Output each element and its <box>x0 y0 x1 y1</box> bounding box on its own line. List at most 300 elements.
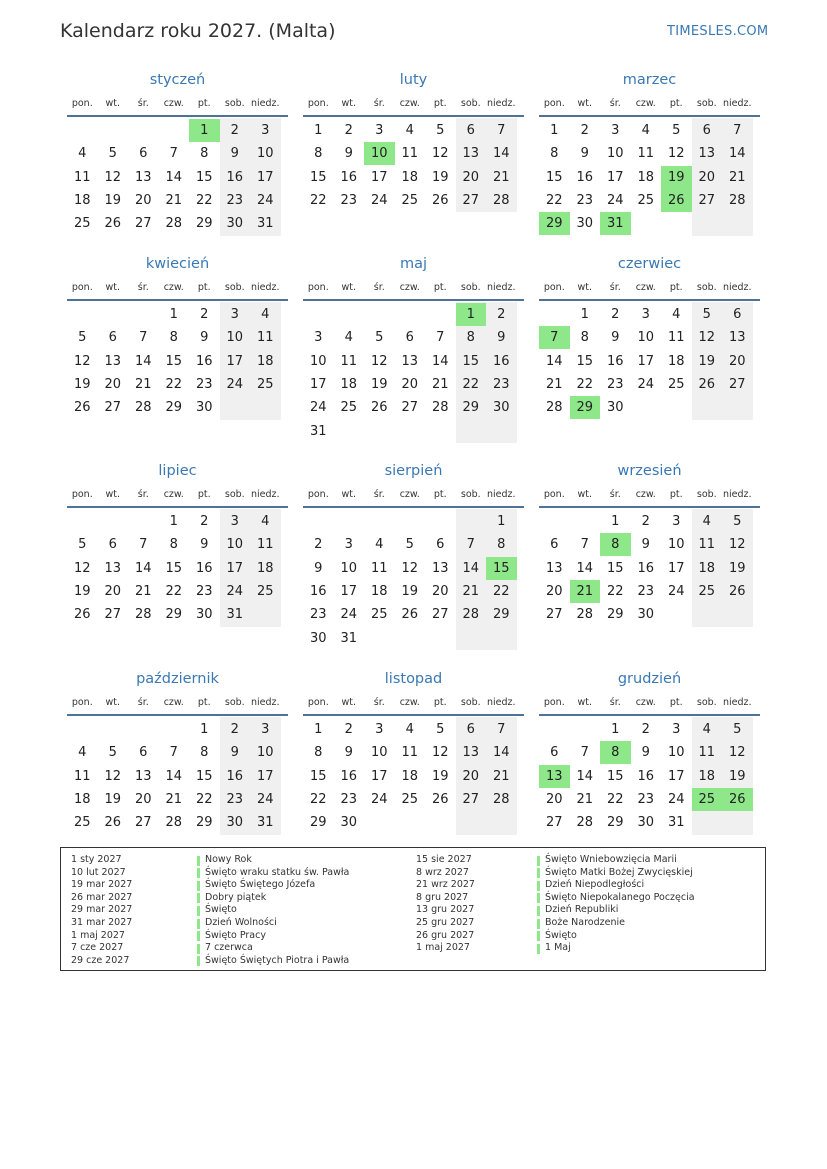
day-cell: 22 <box>606 791 624 807</box>
day-cell: 24 <box>637 376 655 392</box>
legend-marker <box>197 956 200 966</box>
day-cell: 31 <box>667 815 685 831</box>
legend-name: Nowy Rok <box>205 854 252 865</box>
day-cell: 23 <box>340 791 358 807</box>
weekday-header: wt. <box>341 489 357 500</box>
legend-name: Dzień Niepodległości <box>545 879 645 891</box>
day-cell: 17 <box>370 768 388 784</box>
weekday-header: czw. <box>635 697 656 708</box>
day-cell: 16 <box>576 169 594 185</box>
weekday-header: wt. <box>577 489 593 500</box>
day-cell: 1 <box>611 722 620 737</box>
day-cell: 3 <box>230 307 239 322</box>
day-cell: 15 <box>309 768 327 784</box>
day-cell: 5 <box>78 330 87 346</box>
month-header-rule <box>67 506 288 508</box>
day-cell: 26 <box>698 376 716 392</box>
month-title: listopad <box>384 671 443 687</box>
weekday-header: wt. <box>341 697 357 708</box>
day-cell: 30 <box>492 400 510 416</box>
day-cell: 13 <box>401 353 419 369</box>
day-cell: 3 <box>611 123 620 138</box>
weekday-header: pon. <box>307 282 329 293</box>
weekday-header: śr. <box>137 282 149 293</box>
day-cell: 8 <box>169 537 178 553</box>
day-cell: 26 <box>728 583 746 599</box>
day-cell: 10 <box>340 560 358 576</box>
day-cell: 28 <box>134 607 152 623</box>
month-block <box>303 72 524 262</box>
day-cell: 17 <box>309 376 327 392</box>
day-cell: 24 <box>370 791 388 807</box>
day-cell: 4 <box>702 514 711 529</box>
month-block <box>539 256 760 446</box>
day-cell: 31 <box>256 216 274 232</box>
day-cell: 7 <box>169 745 178 761</box>
day-cell: 6 <box>108 330 117 346</box>
weekday-header: pon. <box>71 98 93 109</box>
weekday-header: śr. <box>609 282 621 293</box>
legend-date: 1 maj 2027 <box>416 942 470 954</box>
weekday-header: pt. <box>433 282 447 293</box>
day-cell: 1 <box>611 514 620 529</box>
day-cell: 16 <box>226 768 244 784</box>
day-cell: 19 <box>73 376 91 392</box>
day-cell: 24 <box>226 583 244 599</box>
weekday-header: pon. <box>543 98 565 109</box>
day-cell: 14 <box>492 146 510 162</box>
weekday-header: pt. <box>669 98 683 109</box>
day-cell: 17 <box>667 768 685 784</box>
day-cell: 27 <box>728 376 746 392</box>
day-cell: 25 <box>340 400 358 416</box>
day-cell: 23 <box>195 583 213 599</box>
day-cell: 29 <box>606 815 624 831</box>
legend-marker <box>197 893 200 903</box>
day-cell: 19 <box>728 768 746 784</box>
day-cell: 14 <box>431 353 449 369</box>
legend-date: 26 mar 2027 <box>71 891 133 903</box>
day-cell: 15 <box>195 169 213 185</box>
day-cell: 9 <box>200 330 209 346</box>
day-cell: 11 <box>401 745 419 761</box>
day-cell: 5 <box>436 722 445 737</box>
weekday-header: pon. <box>71 282 93 293</box>
day-cell: 29 <box>309 815 327 831</box>
day-cell: 5 <box>405 537 414 553</box>
legend-marker <box>537 931 540 941</box>
day-cell: 18 <box>73 791 91 807</box>
day-cell: 1 <box>169 307 178 322</box>
day-cell: 4 <box>78 745 87 761</box>
day-cell: 22 <box>165 376 183 392</box>
day-cell: 15 <box>165 353 183 369</box>
day-cell: 21 <box>728 169 746 185</box>
day-cell: 22 <box>195 791 213 807</box>
day-cell: 9 <box>611 330 620 346</box>
legend-date: 8 wrz 2027 <box>416 866 469 878</box>
day-cell: 26 <box>370 400 388 416</box>
day-cell: 21 <box>165 791 183 807</box>
day-cell: 4 <box>344 330 353 346</box>
day-cell: 27 <box>401 400 419 416</box>
day-cell: 11 <box>73 169 91 185</box>
day-cell: 24 <box>340 607 358 623</box>
weekday-header: pt. <box>197 98 211 109</box>
day-cell: 16 <box>340 169 358 185</box>
legend-marker <box>197 881 200 891</box>
legend-date: 1 sty 2027 <box>71 854 122 865</box>
day-cell: 31 <box>256 815 274 831</box>
day-cell: 7 <box>466 537 475 553</box>
weekday-header: sob. <box>224 282 245 293</box>
day-cell: 18 <box>340 376 358 392</box>
legend-marker <box>197 868 200 878</box>
day-cell: 13 <box>728 330 746 346</box>
day-cell: 13 <box>462 745 480 761</box>
day-cell: 26 <box>104 815 122 831</box>
day-cell: 28 <box>576 815 594 831</box>
weekday-header: pon. <box>71 697 93 708</box>
day-cell: 4 <box>405 722 414 737</box>
day-cell: 27 <box>545 607 563 623</box>
day-cell: 12 <box>728 537 746 553</box>
day-cell: 11 <box>256 537 274 553</box>
day-cell: 20 <box>462 169 480 185</box>
day-cell: 9 <box>230 146 239 162</box>
day-cell: 30 <box>576 216 594 232</box>
legend-name: 1 Maj <box>545 942 571 954</box>
day-cell: 7 <box>497 123 506 138</box>
holiday-day: 26 <box>722 788 753 811</box>
day-cell: 8 <box>466 330 475 346</box>
day-cell: 21 <box>545 376 563 392</box>
day-cell: 23 <box>309 607 327 623</box>
day-cell: 16 <box>226 169 244 185</box>
day-cell: 4 <box>261 514 270 529</box>
day-cell: 10 <box>637 330 655 346</box>
day-cell: 11 <box>370 560 388 576</box>
weekday-header: sob. <box>224 98 245 109</box>
weekday-header: pon. <box>543 282 565 293</box>
weekday-header: śr. <box>137 98 149 109</box>
day-cell: 20 <box>728 353 746 369</box>
weekday-header: wt. <box>105 282 121 293</box>
weekday-header: niedz. <box>251 697 280 708</box>
weekday-header: wt. <box>577 98 593 109</box>
legend-date: 19 mar 2027 <box>71 879 133 891</box>
day-cell: 11 <box>637 146 655 162</box>
day-cell: 29 <box>492 607 510 623</box>
day-cell: 17 <box>606 169 624 185</box>
day-cell: 11 <box>340 353 358 369</box>
day-cell: 4 <box>672 307 681 322</box>
day-cell: 9 <box>230 745 239 761</box>
month-title: czerwiec <box>617 256 682 272</box>
day-cell: 10 <box>226 537 244 553</box>
day-cell: 21 <box>492 768 510 784</box>
day-cell: 27 <box>104 607 122 623</box>
day-cell: 27 <box>698 192 716 208</box>
day-cell: 1 <box>580 307 589 322</box>
day-cell: 27 <box>462 791 480 807</box>
day-cell: 6 <box>466 722 475 737</box>
day-cell: 2 <box>200 514 209 529</box>
day-cell: 3 <box>375 123 384 138</box>
day-cell: 26 <box>73 400 91 416</box>
day-cell: 23 <box>637 791 655 807</box>
weekday-header: wt. <box>105 489 121 500</box>
day-cell: 17 <box>226 560 244 576</box>
day-cell: 3 <box>375 722 384 737</box>
day-cell: 5 <box>375 330 384 346</box>
day-cell: 19 <box>728 560 746 576</box>
day-cell: 30 <box>309 630 327 646</box>
day-cell: 3 <box>261 123 270 138</box>
weekday-header: śr. <box>609 697 621 708</box>
month-block <box>539 463 760 653</box>
day-cell: 14 <box>576 560 594 576</box>
day-cell: 11 <box>698 537 716 553</box>
holiday-day: 13 <box>539 765 570 788</box>
weekday-header: wt. <box>341 98 357 109</box>
legend-date: 31 mar 2027 <box>71 917 133 928</box>
month-header-rule <box>539 506 760 508</box>
legend-date: 13 gru 2027 <box>416 904 475 916</box>
day-cell: 28 <box>462 607 480 623</box>
weekday-header: śr. <box>609 98 621 109</box>
day-cell: 22 <box>545 192 563 208</box>
legend-name: 7 czerwca <box>205 942 253 954</box>
day-cell: 18 <box>370 583 388 599</box>
day-cell: 4 <box>261 307 270 322</box>
weekday-header: sob. <box>696 489 717 500</box>
day-cell: 23 <box>195 376 213 392</box>
day-cell: 13 <box>134 169 152 185</box>
day-cell: 30 <box>606 400 624 416</box>
day-cell: 8 <box>550 146 559 162</box>
legend-date: 29 cze 2027 <box>71 954 130 966</box>
legend-name: Święto Matki Bożej Zwycięskiej <box>545 866 693 878</box>
day-cell: 28 <box>165 815 183 831</box>
weekday-header: niedz. <box>723 98 752 109</box>
day-cell: 24 <box>309 400 327 416</box>
day-cell: 3 <box>344 537 353 553</box>
day-cell: 1 <box>497 514 506 529</box>
holiday-day: 29 <box>539 212 570 235</box>
day-cell: 19 <box>401 583 419 599</box>
day-cell: 24 <box>370 192 388 208</box>
day-cell: 16 <box>309 583 327 599</box>
day-cell: 14 <box>728 146 746 162</box>
weekday-header: pt. <box>197 282 211 293</box>
day-cell: 12 <box>728 745 746 761</box>
day-cell: 21 <box>431 376 449 392</box>
day-cell: 16 <box>195 353 213 369</box>
day-cell: 7 <box>497 722 506 737</box>
day-cell: 25 <box>256 376 274 392</box>
day-cell: 20 <box>698 169 716 185</box>
day-cell: 13 <box>698 146 716 162</box>
day-cell: 26 <box>401 607 419 623</box>
page-title: Kalendarz roku 2027. (Malta) <box>60 20 336 42</box>
brand-link[interactable]: TIMESLES.COM <box>667 24 769 39</box>
weekday-header: śr. <box>609 489 621 500</box>
day-cell: 19 <box>73 583 91 599</box>
legend-marker <box>537 881 540 891</box>
day-cell: 6 <box>702 123 711 138</box>
day-cell: 20 <box>134 192 152 208</box>
day-cell: 26 <box>431 192 449 208</box>
day-cell: 4 <box>405 123 414 138</box>
day-cell: 14 <box>165 169 183 185</box>
day-cell: 8 <box>200 745 209 761</box>
weekday-header: pt. <box>197 489 211 500</box>
day-cell: 2 <box>611 307 620 322</box>
month-block <box>67 256 288 446</box>
day-cell: 9 <box>641 745 650 761</box>
weekday-header: czw. <box>635 98 656 109</box>
month-title: styczeń <box>149 72 206 88</box>
day-cell: 15 <box>309 169 327 185</box>
weekday-header: sob. <box>460 489 481 500</box>
day-cell: 3 <box>641 307 650 322</box>
day-cell: 18 <box>637 169 655 185</box>
day-cell: 4 <box>375 537 384 553</box>
day-cell: 26 <box>431 791 449 807</box>
holiday-day: 26 <box>661 189 692 212</box>
day-cell: 16 <box>195 560 213 576</box>
legend-date: 26 gru 2027 <box>416 929 475 941</box>
month-title: sierpień <box>384 463 443 479</box>
legend-date: 15 sie 2027 <box>416 854 472 865</box>
month-header-rule <box>67 115 288 117</box>
month-header-rule <box>539 714 760 716</box>
weekday-header: wt. <box>341 282 357 293</box>
day-cell: 6 <box>436 537 445 553</box>
legend-name: Święto Świętych Piotra i Pawła <box>205 954 350 966</box>
day-cell: 8 <box>314 745 323 761</box>
day-cell: 11 <box>256 330 274 346</box>
day-cell: 7 <box>169 146 178 162</box>
day-cell: 21 <box>165 192 183 208</box>
month-block <box>539 671 760 861</box>
day-cell: 25 <box>637 192 655 208</box>
legend-name: Święto Pracy <box>205 929 266 941</box>
day-cell: 9 <box>314 560 323 576</box>
day-cell: 15 <box>576 353 594 369</box>
day-cell: 3 <box>230 514 239 529</box>
day-cell: 8 <box>580 330 589 346</box>
day-cell: 30 <box>340 815 358 831</box>
weekday-header: niedz. <box>487 98 516 109</box>
day-cell: 4 <box>78 146 87 162</box>
day-cell: 18 <box>73 192 91 208</box>
day-cell: 23 <box>637 583 655 599</box>
day-cell: 23 <box>226 192 244 208</box>
day-cell: 26 <box>73 607 91 623</box>
day-cell: 29 <box>165 607 183 623</box>
legend-name: Święto <box>205 904 237 916</box>
day-cell: 12 <box>73 560 91 576</box>
day-cell: 27 <box>462 192 480 208</box>
day-cell: 28 <box>576 607 594 623</box>
day-cell: 16 <box>637 768 655 784</box>
day-cell: 3 <box>314 330 323 346</box>
day-cell: 9 <box>344 146 353 162</box>
day-cell: 7 <box>139 537 148 553</box>
day-cell: 7 <box>580 537 589 553</box>
legend-date: 25 gru 2027 <box>416 917 475 928</box>
day-cell: 30 <box>195 607 213 623</box>
day-cell: 17 <box>226 353 244 369</box>
day-cell: 20 <box>134 791 152 807</box>
day-cell: 27 <box>545 815 563 831</box>
weekday-header: pon. <box>307 98 329 109</box>
day-cell: 25 <box>73 216 91 232</box>
legend-marker <box>197 919 200 929</box>
day-cell: 12 <box>401 560 419 576</box>
day-cell: 24 <box>606 192 624 208</box>
weekday-header: pon. <box>307 489 329 500</box>
day-cell: 9 <box>497 330 506 346</box>
day-cell: 2 <box>344 123 353 138</box>
weekday-header: czw. <box>635 489 656 500</box>
day-cell: 14 <box>165 768 183 784</box>
day-cell: 14 <box>134 560 152 576</box>
month-block <box>303 256 524 446</box>
weekday-header: sob. <box>696 98 717 109</box>
day-cell: 17 <box>637 353 655 369</box>
legend-name: Boże Narodzenie <box>545 917 625 928</box>
day-cell: 2 <box>230 123 239 138</box>
day-cell: 18 <box>256 560 274 576</box>
month-header-rule <box>303 506 524 508</box>
legend-name: Święto Wniebowzięcia Marii <box>545 854 677 865</box>
weekday-header: śr. <box>137 489 149 500</box>
day-cell: 18 <box>401 768 419 784</box>
day-cell: 16 <box>340 768 358 784</box>
month-title: październik <box>136 671 219 687</box>
day-cell: 13 <box>104 353 122 369</box>
day-cell: 2 <box>200 307 209 322</box>
day-cell: 8 <box>200 146 209 162</box>
day-cell: 11 <box>698 745 716 761</box>
day-cell: 28 <box>492 791 510 807</box>
month-title: lipiec <box>158 463 197 479</box>
legend-marker <box>537 944 540 954</box>
holiday-day: 10 <box>364 142 395 165</box>
day-cell: 6 <box>733 307 742 322</box>
month-header-rule <box>303 714 524 716</box>
day-cell: 31 <box>340 630 358 646</box>
day-cell: 6 <box>139 745 148 761</box>
month-header-rule <box>539 299 760 301</box>
day-cell: 20 <box>401 376 419 392</box>
day-cell: 12 <box>698 330 716 346</box>
day-cell: 5 <box>702 307 711 322</box>
legend-name: Dzień Wolności <box>205 917 277 928</box>
day-cell: 17 <box>256 768 274 784</box>
weekday-header: czw. <box>635 282 656 293</box>
day-cell: 5 <box>436 123 445 138</box>
day-cell: 10 <box>309 353 327 369</box>
day-cell: 25 <box>401 791 419 807</box>
day-cell: 9 <box>641 537 650 553</box>
day-cell: 21 <box>576 791 594 807</box>
day-cell: 30 <box>226 216 244 232</box>
day-cell: 19 <box>370 376 388 392</box>
